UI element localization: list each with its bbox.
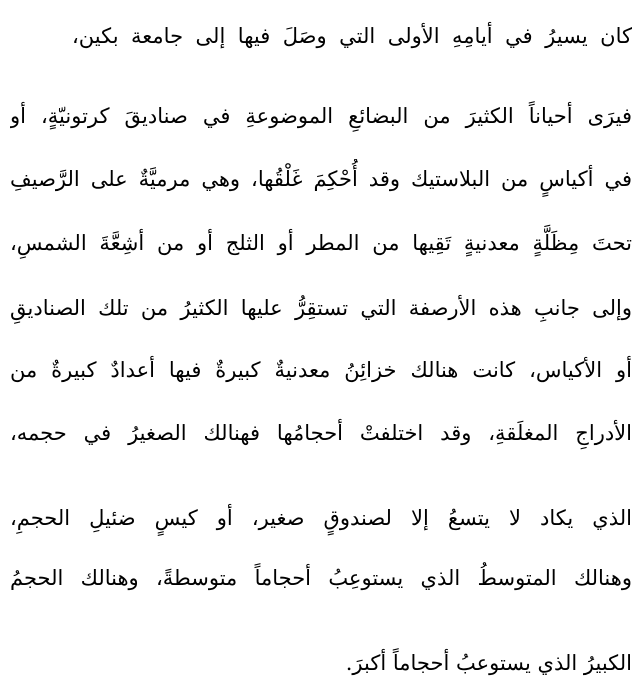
text-line-1: كان يسيرُ في أيامِهِ الأولى التي وصَلَ فيها إلى جامعة بكين،	[72, 24, 632, 48]
text-line-5: وإلى جانبِ هذه الأرصفة التي تستقِرُّ عليها الكثيرُ من تلك الصناديقِ	[10, 296, 632, 320]
text-line-2: فيرَى أحياناً الكثيرَ من البضائعِ الموضوعةِ في صناديقَ كرتونيّةٍ، أو	[10, 104, 632, 128]
text-line-8: الذي يكاد لا يتسعُ إلا لصندوقٍ صغير، أو كيسٍ ضئيلِ الحجمِ،	[10, 506, 632, 530]
text-line-10: الكبيرُ الذي يستوعبُ أحجاماً أكبرَ.	[345, 651, 632, 675]
text-line-6: أو الأكياس، كانت هنالك خزائِنُ معدنيةٌ كبيرةٌ فيها أعدادٌ كبيرةٌ من	[10, 358, 632, 382]
text-line-3: في أكياسٍ من البلاستيك وقد أُحْكِمَ غَلْقُها، وهي مرميَّةٌ على الرَّصيفِ	[10, 167, 632, 191]
text-line-9: وهنالك المتوسطُ الذي يستوعِبُ أحجاماً متوسطةً، وهنالك الحجمُ	[10, 566, 632, 590]
text-line-7: الأدراجِ المغلَقةِ، وقد اختلفتْ أحجامُها فهنالك الصغيرُ في حجمه،	[10, 421, 632, 445]
text-line-4: تحتَ مِظَلَّةٍ معدنيةٍ تَقِيها من المطر أو الثلج أو من أشِعَّةَ الشمسِ،	[10, 231, 632, 255]
